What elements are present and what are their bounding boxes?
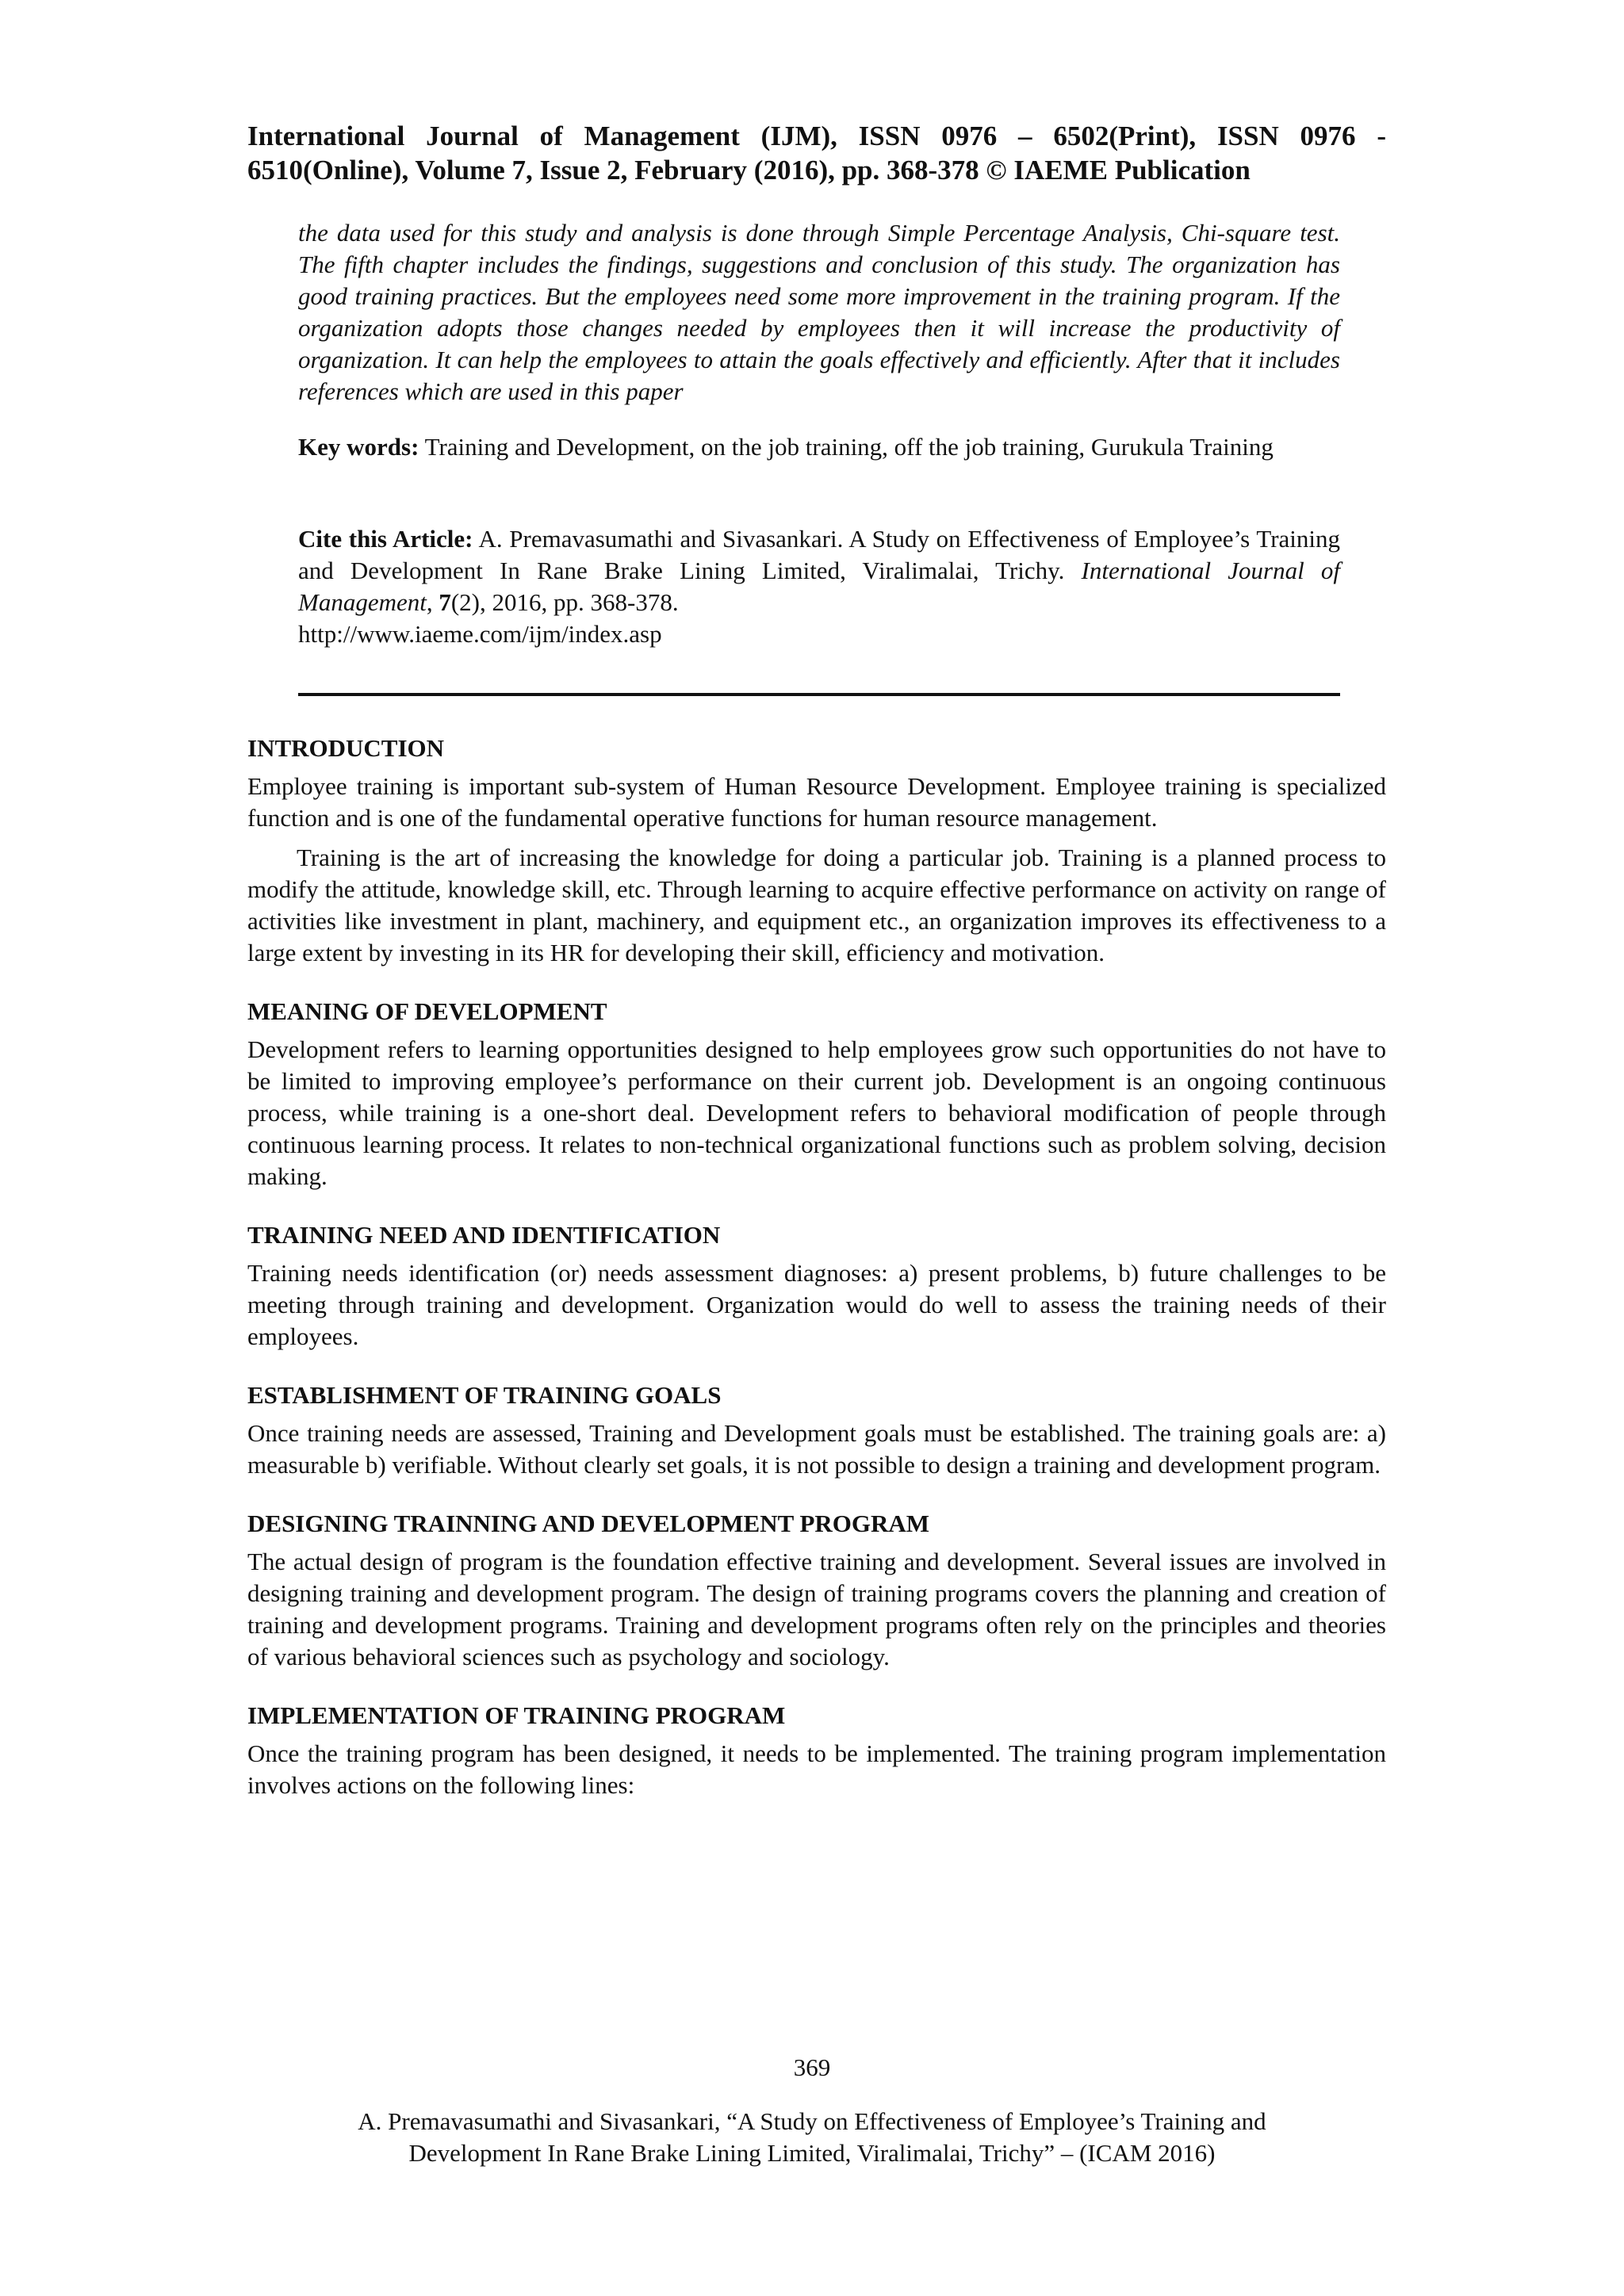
abstract-block	[298, 217, 1340, 650]
abstract-text: the data used for this study and analysis is done through Simple Percentage Analysis, Chi-square test. The fifth chapter includes the findings, suggestions and conclusion of this study. The organization has good training practices. But the employees need some more improvement in the training program. If the organization adopts those changes needed by employees then it will increase the productivity of organization. It can help the employees to attain the goals effectively and efficiently. After that it includes references which are used in this paper	[298, 219, 1340, 405]
section-heading-training-need: TRAINING NEED AND IDENTIFICATION	[247, 1221, 721, 1249]
designing-paragraph: The actual design of program is the foundation effective training and development. Several issues are involved in designing training and development program. The design of training programs covers the planning and creation of training and development programs. Training and development programs often rely on the principles and theories of various behavioral sciences such as psychology and sociology.	[247, 1548, 1386, 1670]
citation-issue-pages: (2), 2016, pp. 368-378.	[450, 588, 679, 616]
section-heading-introduction: INTRODUCTION	[247, 734, 445, 762]
citation-text: A. Premavasumathi and Sivasankari. A Study on Effectiveness of Employee’s Training and Development In Rane Brake Lining Limited, Viralimalai, Trichy.	[298, 525, 1341, 584]
keywords-text: Training and Development, on the job training, off the job training, Gurukula Training	[424, 433, 1274, 461]
section-heading-implementation: IMPLEMENTATION OF TRAINING PROGRAM	[247, 1701, 786, 1729]
footer-line-2: Development In Rane Brake Lining Limited, Viralimalai, Trichy” – (ICAM 2016)	[408, 2139, 1216, 2167]
citation-volume-separator: ,	[426, 588, 439, 616]
introduction-paragraph-1: Employee training is important sub-system of Human Resource Development. Employee training is specialized function and is one of the fundamental operative functions for human resource management.	[247, 772, 1386, 832]
section-heading-development: MEANING OF DEVELOPMENT	[247, 997, 607, 1025]
goals-paragraph: Once training needs are assessed, Training and Development goals must be established. The training goals are: a) measurable b) verifiable. Without clearly set goals, it is not possible to design a training and development program.	[247, 1419, 1386, 1479]
journal-header: International Journal of Management (IJM), ISSN 0976 – 6502(Print), ISSN 0976 - 6510(Online), Volume 7, Issue 2, February (2016), pp. 368-378 © IAEME Publication	[247, 121, 1386, 186]
development-paragraph: Development refers to learning opportunities designed to help employees grow such opportunities do not have to be limited to improving employee’s performance on their current job. Development is an ongoing continuous process, while training is a one-short deal. Development refers to behavioral modification of people through continuous learning process. It relates to non-technical organizational functions such as problem solving, decision making.	[247, 1035, 1386, 1190]
implementation-paragraph: Once the training program has been designed, it needs to be implemented. The training program implementation involves actions on the following lines:	[247, 1739, 1386, 1799]
keywords-label: Key words:	[298, 433, 419, 461]
citation-label: Cite this Article:	[298, 525, 473, 553]
keywords	[298, 431, 1340, 463]
citation	[298, 523, 1340, 650]
footer-line-1: A. Premavasumathi and Sivasankari, “A Study on Effectiveness of Employee’s Training and	[358, 2107, 1266, 2135]
page-number: 369	[793, 2053, 831, 2081]
section-heading-goals: ESTABLISHMENT OF TRAINING GOALS	[247, 1381, 722, 1409]
section-heading-designing: DESIGNING TRAINNING AND DEVELOPMENT PROGRAM	[247, 1510, 930, 1537]
page-footer	[301, 2106, 1323, 2169]
citation-divider	[298, 693, 1340, 696]
citation-journal: International Journal of Management	[298, 557, 1340, 616]
training-need-paragraph: Training needs identification (or) needs assessment diagnoses: a) present problems, b) future challenges to be meeting through training and development. Organization would do well to assess the training needs of their employees.	[247, 1259, 1386, 1350]
citation-volume: 7	[439, 588, 451, 616]
body-text	[247, 733, 1386, 1809]
citation-url[interactable]: http://www.iaeme.com/ijm/index.asp	[298, 620, 662, 648]
introduction-paragraph-2: Training is the art of increasing the knowledge for doing a particular job. Training is a planned process to modify the attitude, knowledge skill, etc. Through learning to acquire effective performance on activity on range of activities like investment in plant, machinery, and equipment etc., an organization improves its effectiveness to a large extent by investing in its HR for developing their skill, efficiency and motivation.	[247, 844, 1386, 966]
